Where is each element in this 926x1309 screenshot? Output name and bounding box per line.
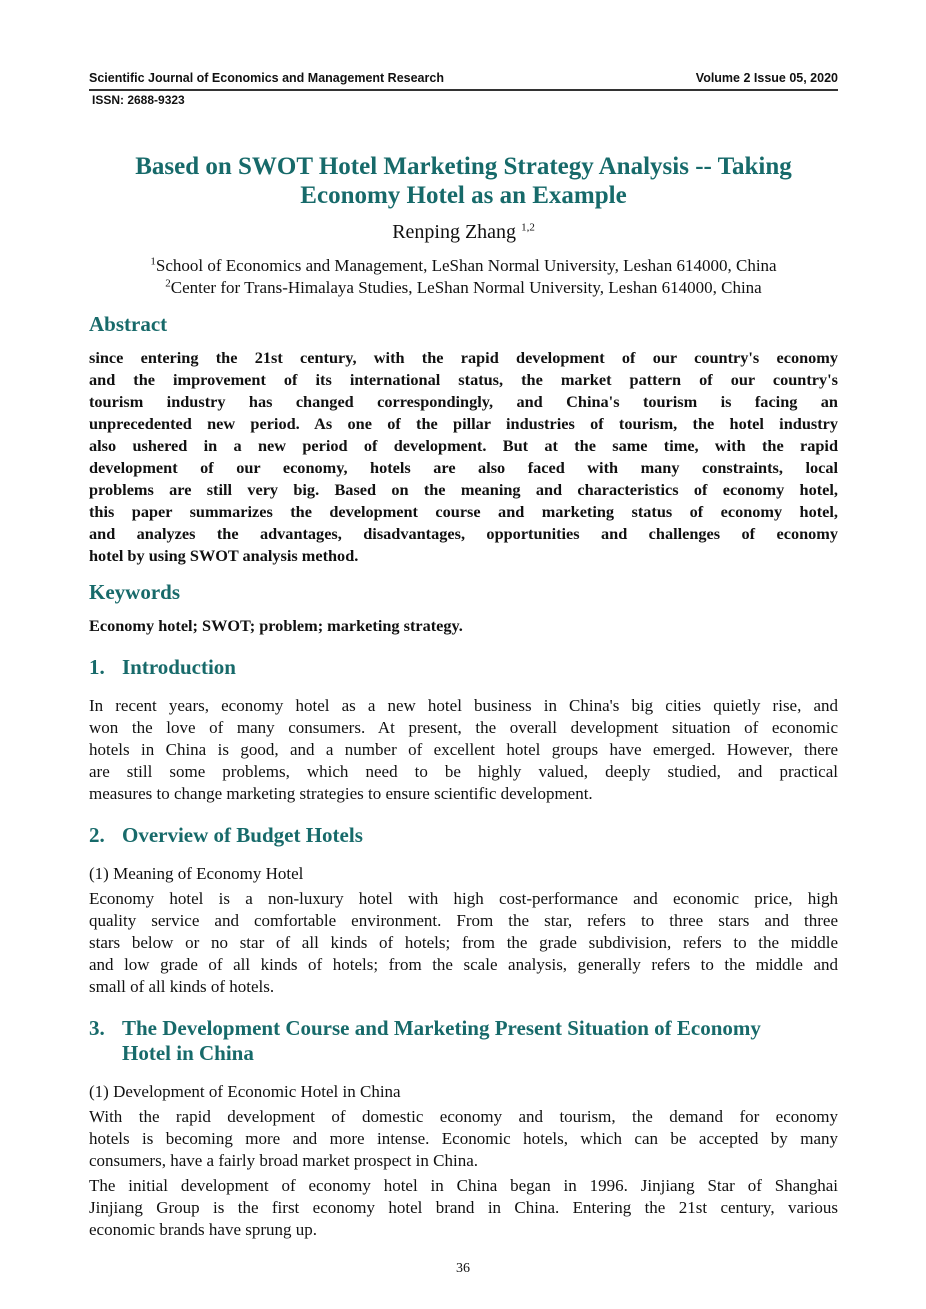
text-line: small of all kinds of hotels. [89, 977, 275, 996]
text-line: development of our economy, hotels are also faced with many constraints, local [89, 458, 838, 477]
text-line: since entering the 21st century, with the rapid development of our country's economy [89, 348, 838, 367]
journal-name: Scientific Journal of Economics and Management Research [89, 71, 444, 85]
text-line: won the love of many consumers. At present, the overall development situation of economic [89, 718, 838, 737]
text-line: stars below or no star of all kinds of hotels; from the grade subdivision, refers to the middle [89, 933, 838, 952]
text-line: hotels in China is good, and a number of excellent hotel groups have emerged. However, there [89, 740, 838, 759]
text-line: In recent years, economy hotel as a new hotel business in China's big cities quietly rise, and [89, 696, 838, 715]
affiliation [89, 255, 838, 277]
section-title: Hotel in China [122, 1041, 254, 1065]
affiliation-sup: 2 [165, 277, 171, 290]
text-line: quality service and comfortable environment. From the star, refers to three stars and three [89, 911, 838, 930]
development-paragraph [89, 1106, 838, 1172]
text-line: (1) Meaning of Economy Hotel [89, 864, 304, 883]
text-line: and the improvement of its international status, the market pattern of our country's [89, 370, 838, 389]
text-line: this paper summarizes the development course and marketing status of economy hotel, [89, 502, 838, 521]
author-name: Renping Zhang [392, 221, 517, 243]
affiliations [89, 255, 838, 299]
text-line: hotels is becoming more and more intense. Economic hotels, which can be accepted by many [89, 1129, 838, 1148]
overview-paragraph [89, 888, 838, 998]
section-title: Introduction [122, 655, 236, 679]
subheading [89, 1081, 838, 1103]
text-line: also ushered in a new period of development. But at the same time, with the rapid [89, 436, 838, 455]
section-number: 2. [89, 823, 105, 847]
section-number: 3. [89, 1016, 105, 1040]
subheading [89, 863, 838, 885]
title-line: Based on SWOT Hotel Marketing Strategy Analysis -- Taking [135, 153, 792, 180]
affiliation [89, 277, 838, 299]
volume-info: Volume 2 Issue 05, 2020 [695, 71, 838, 85]
affiliation-sup: 1 [150, 255, 156, 268]
text-line: unprecedented new period. As one of the pillar industries of tourism, the hotel industry [89, 414, 838, 433]
author-sup: 1,2 [521, 221, 535, 234]
abstract-heading: Abstract [89, 312, 168, 336]
paper-title [89, 152, 838, 210]
text-line: economic brands have sprung up. [89, 1220, 318, 1239]
text-line: Economy hotel; SWOT; problem; marketing strategy. [89, 616, 463, 635]
affiliation-text: School of Economics and Management, LeShan Normal University, Leshan 614000, China [155, 256, 777, 275]
issn: ISSN: 2688-9323 [92, 93, 185, 107]
text-line: measures to change marketing strategies to ensure scientific development. [89, 784, 593, 803]
section-heading-introduction [89, 655, 236, 680]
affiliation-text: Center for Trans-Himalaya Studies, LeShan Normal University, Leshan 614000, China [170, 278, 762, 297]
text-line: and analyzes the advantages, disadvantages, opportunities and challenges of economy [89, 524, 838, 543]
keywords-heading: Keywords [89, 580, 180, 604]
text-line: are still some problems, which need to be highly valued, deeply studied, and practical [89, 762, 838, 781]
text-line: (1) Development of Economic Hotel in China [89, 1082, 401, 1101]
text-line: and low grade of all kinds of hotels; from the scale analysis, generally refers to the middle and [89, 955, 838, 974]
text-line: Jinjiang Group is the first economy hotel brand in China. Entering the 21st century, various [89, 1198, 838, 1217]
text-line: problems are still very big. Based on the meaning and characteristics of economy hotel, [89, 480, 838, 499]
abstract-body [89, 347, 838, 567]
section-heading-development [89, 1016, 761, 1066]
development-paragraph [89, 1175, 838, 1241]
author [89, 221, 838, 244]
section-title: The Development Course and Marketing Present Situation of Economy [122, 1016, 761, 1040]
title-line: Economy Hotel as an Example [300, 182, 627, 209]
section-heading-overview [89, 823, 363, 848]
text-line: The initial development of economy hotel in China began in 1996. Jinjiang Star of Shanghai [89, 1176, 838, 1195]
introduction-paragraph [89, 695, 838, 805]
keywords-body [89, 615, 838, 637]
text-line: hotel by using SWOT analysis method. [89, 546, 359, 565]
text-line: tourism industry has changed correspondingly, and China's tourism is facing an [89, 392, 838, 411]
section-number: 1. [89, 655, 105, 679]
section-title: Overview of Budget Hotels [122, 823, 363, 847]
text-line: consumers, have a fairly broad market prospect in China. [89, 1151, 478, 1170]
header-rule [89, 89, 838, 91]
page-number: 36 [456, 1261, 470, 1276]
text-line: Economy hotel is a non-luxury hotel with high cost-performance and economic price, high [89, 889, 838, 908]
text-line: With the rapid development of domestic economy and tourism, the demand for economy [89, 1107, 838, 1126]
